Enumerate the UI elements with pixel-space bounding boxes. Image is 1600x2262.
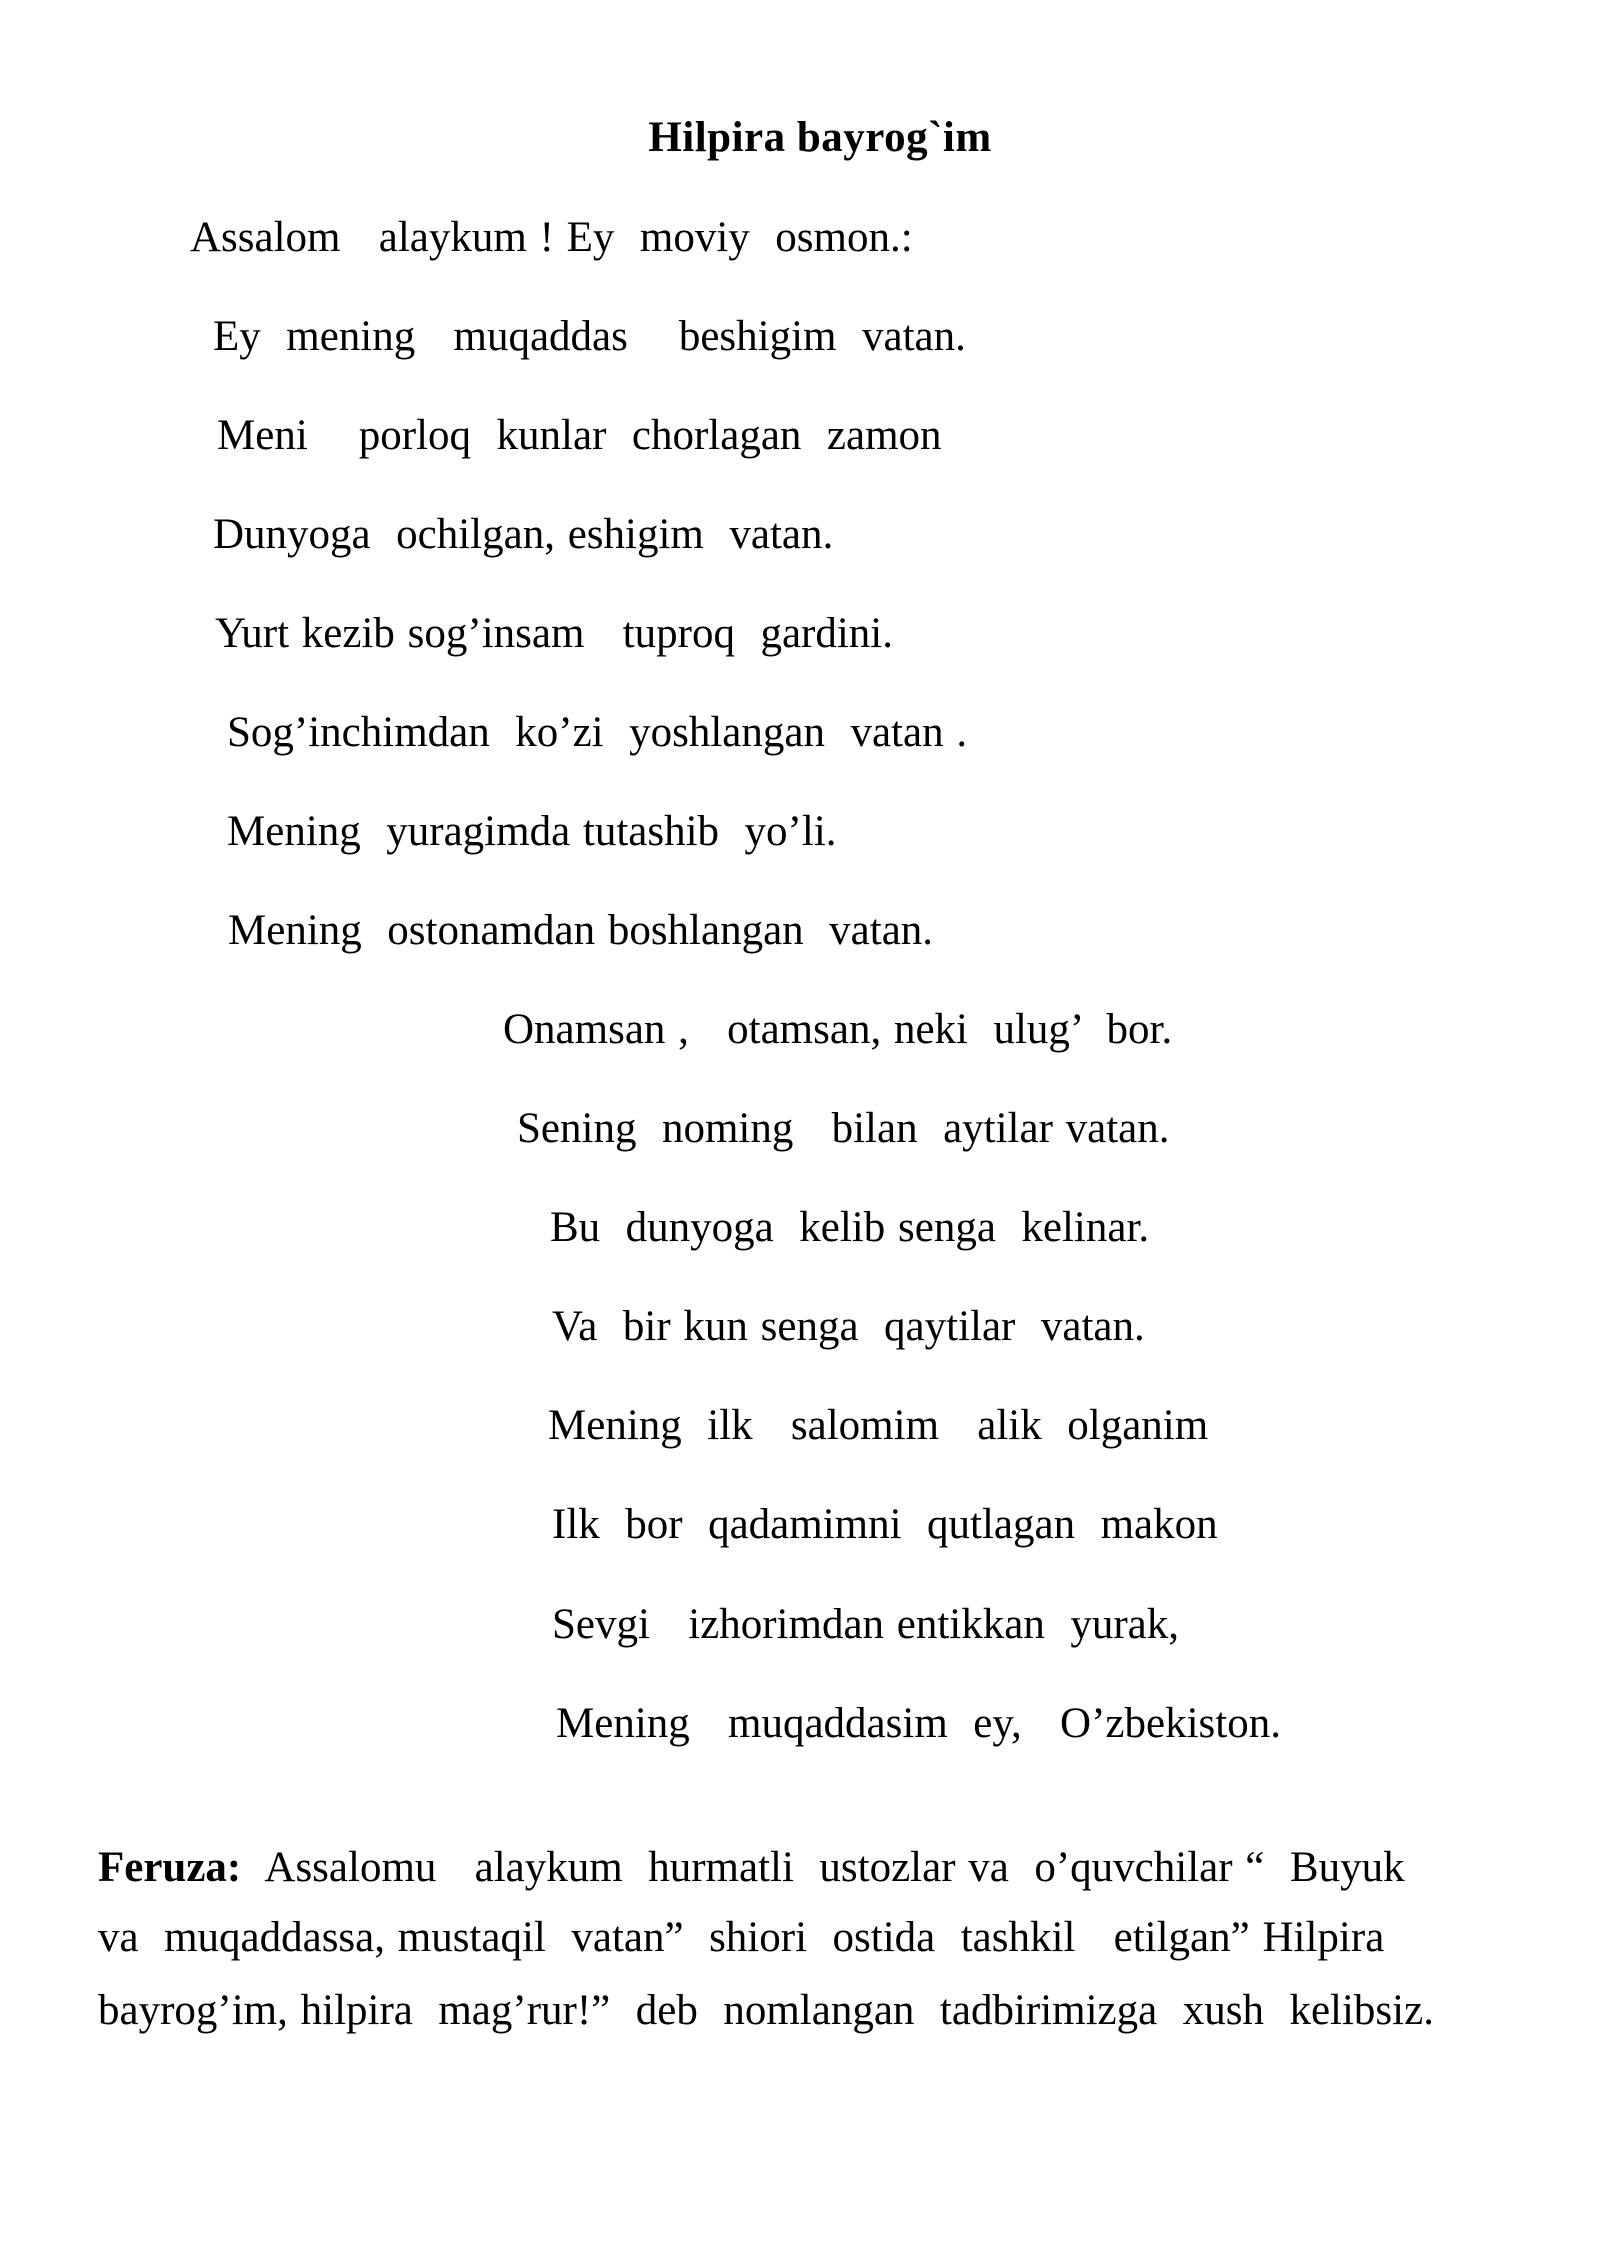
poem-line-2: Ey mening muqaddas beshigim vatan. [213,313,966,360]
poem-line-6: Sog’inchimdan ko’zi yoshlangan vatan . [227,709,968,756]
poem-line-9: Onamsan , otamsan, neki ulug’ bor. [503,1006,1173,1053]
speech-line-3: bayrog’im, hilpira mag’rur!” deb nomlangan tadbirimizga xush kelibsiz. [98,1987,1434,2034]
poem-line-16: Mening muqaddasim ey, O’zbekiston. [556,1700,1281,1747]
poem-line-5: Yurt kezib sog’insam tuproq gardini. [215,610,894,657]
speech-line-2: va muqaddassa, mustaqil vatan” shiori ostida tashkil etilgan” Hilpira [98,1914,1385,1961]
poem-line-3: Meni porloq kunlar chorlagan zamon [217,412,942,459]
poem-line-10: Sening noming bilan aytilar vatan. [517,1105,1170,1152]
poem-line-14: Ilk bor qadamimni qutlagan makon [552,1501,1218,1548]
poem-line-15: Sevgi izhorimdan entikkan yurak, [552,1601,1179,1648]
speech-line-1 [98,1846,1405,1889]
poem-line-4: Dunyoga ochilgan, eshigim vatan. [213,511,834,558]
poem-line-7: Mening yuragimda tutashib yo’li. [227,808,837,855]
speaker-name: Feruza: [98,1844,242,1891]
poem-line-11: Bu dunyoga kelib senga kelinar. [550,1204,1150,1251]
poem-line-13: Mening ilk salomim alik olganim [548,1402,1209,1449]
poem-line-8: Mening ostonamdan boshlangan vatan. [228,907,934,954]
speech-line-1-text: Assalomu alaykum hurmatli ustozlar va o’quvchilar “ Buyuk [241,1844,1405,1891]
poem-line-1: Assalom alaykum ! Ey moviy osmon.: [190,214,913,261]
document-title: Hilpira bayrog`im [648,114,992,161]
poem-line-12: Va bir kun senga qaytilar vatan. [552,1303,1145,1350]
